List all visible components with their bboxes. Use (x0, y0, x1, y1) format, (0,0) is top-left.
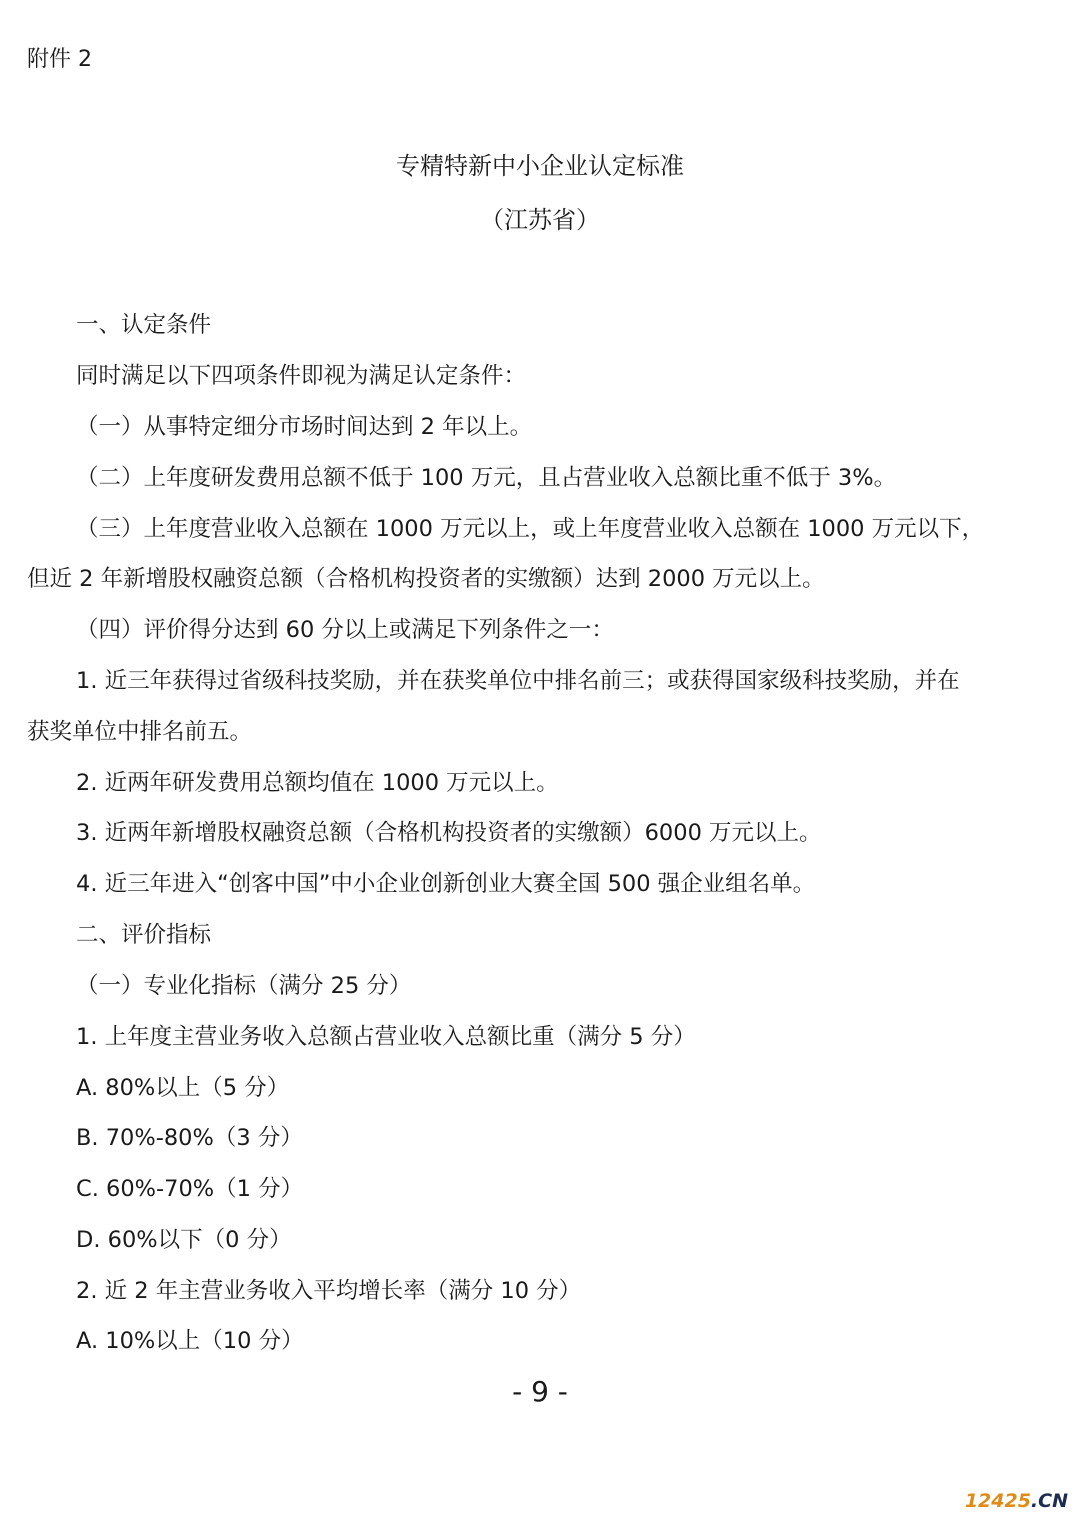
section-heading-criteria: 一、认定条件 (76, 312, 212, 338)
indicator-1-option-d: D. 60%以下（0 分） (76, 1227, 292, 1253)
indicator-1-option-b: B. 70%-80%（3 分） (76, 1125, 303, 1151)
criteria-sub-1-line-1: 1. 近三年获得过省级科技奖励，并在获奖单位中排名前三；或获得国家级科技奖励，并在 (76, 668, 960, 694)
criteria-sub-2: 2. 近两年研发费用总额均值在 1000 万元以上。 (76, 770, 559, 796)
criteria-intro: 同时满足以下四项条件即视为满足认定条件： (76, 363, 527, 389)
document-title: 专精特新中小企业认定标准 (396, 152, 684, 180)
criteria-sub-4: 4. 近三年进入“创客中国”中小企业创新创业大赛全国 500 强企业组名单。 (76, 871, 816, 897)
criteria-item-3-line-2: 但近 2 年新增股权融资总额（合格机构投资者的实缴额）达到 2000 万元以上。 (27, 566, 825, 592)
site-watermark (965, 1489, 1068, 1513)
criteria-item-4: （四）评价得分达到 60 分以上或满足下列条件之一： (76, 617, 614, 643)
indicator-1-option-a: A. 80%以上（5 分） (76, 1075, 290, 1101)
indicator-category-1: （一）专业化指标（满分 25 分） (76, 973, 412, 999)
indicator-2-option-a: A. 10%以上（10 分） (76, 1328, 304, 1354)
section-heading-indicators: 二、评价指标 (76, 922, 212, 948)
indicator-2: 2. 近 2 年主营业务收入平均增长率（满分 10 分） (76, 1278, 582, 1304)
indicator-1: 1. 上年度主营业务收入总额占营业收入总额比重（满分 5 分） (76, 1024, 696, 1050)
attachment-label: 附件 2 (27, 47, 92, 72)
watermark-number: 12425 (964, 1490, 1031, 1512)
indicator-1-option-c: C. 60%-70%（1 分） (76, 1176, 304, 1202)
page-number: - 9 - (512, 1375, 568, 1408)
criteria-item-2: （二）上年度研发费用总额不低于 100 万元，且占营业收入总额比重不低于 3%。 (76, 465, 897, 491)
watermark-domain: .CN (1030, 1490, 1068, 1512)
document-subtitle: （江苏省） (480, 206, 600, 234)
criteria-sub-1-line-2: 获奖单位中排名前五。 (27, 719, 253, 745)
criteria-sub-3: 3. 近两年新增股权融资总额（合格机构投资者的实缴额）6000 万元以上。 (76, 820, 822, 846)
criteria-item-3-line-1: （三）上年度营业收入总额在 1000 万元以上，或上年度营业收入总额在 1000 万元以下， (76, 516, 985, 542)
criteria-item-1: （一）从事特定细分市场时间达到 2 年以上。 (76, 414, 533, 440)
